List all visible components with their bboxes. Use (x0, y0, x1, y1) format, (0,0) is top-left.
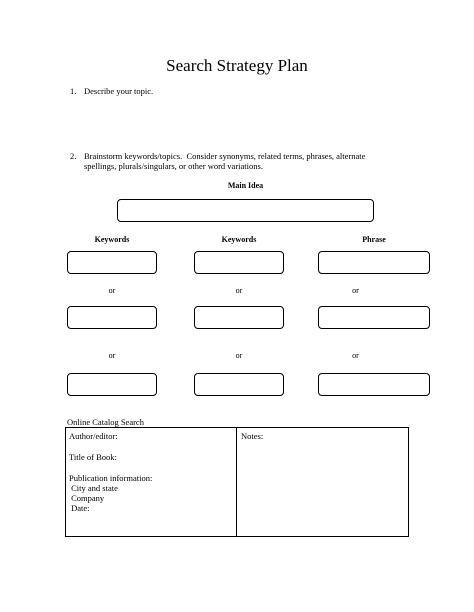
question-2-line-2: spellings, plurals/singulars, or other word variations. (84, 161, 263, 171)
author-label: Author/editor: (69, 431, 118, 441)
or-label: or (108, 286, 116, 295)
phrase-field-2[interactable] (318, 306, 430, 329)
or-label: or (235, 351, 243, 360)
catalog-table (65, 427, 409, 537)
main-idea-field[interactable] (117, 199, 374, 222)
question-1-text: Describe your topic. (84, 86, 154, 96)
column-header-phrase: Phrase (362, 235, 386, 244)
date-label: Date: (69, 503, 90, 513)
page-title: Search Strategy Plan (166, 56, 308, 75)
or-label: or (235, 286, 243, 295)
main-idea-label: Main Idea (227, 181, 264, 190)
company-label: Company (69, 493, 105, 503)
question-2-line-1: Brainstorm keywords/topics. Consider synonyms, related terms, phrases, alternate (84, 151, 366, 161)
or-label: or (352, 351, 359, 360)
keyword-1-field-1[interactable] (67, 251, 157, 274)
question-1-number: 1. (70, 86, 77, 96)
keyword-2-field-3[interactable] (194, 373, 284, 396)
keyword-1-field-2[interactable] (67, 306, 157, 329)
column-header-keywords-1: Keywords (94, 235, 130, 244)
or-label: or (108, 351, 116, 360)
phrase-field-1[interactable] (318, 251, 430, 274)
book-title-label: Title of Book: (69, 452, 117, 462)
city-label: City and state (69, 483, 118, 493)
question-2-number: 2. (70, 151, 77, 161)
keyword-1-field-3[interactable] (67, 373, 157, 396)
notes-cell[interactable] (237, 428, 408, 536)
catalog-title: Online Catalog Search (67, 417, 144, 427)
column-header-keywords-2: Keywords (221, 235, 257, 244)
keyword-2-field-1[interactable] (194, 251, 284, 274)
phrase-field-3[interactable] (318, 373, 430, 396)
catalog-info-cell[interactable] (66, 428, 237, 536)
notes-label: Notes: (241, 431, 264, 441)
keyword-2-field-2[interactable] (194, 306, 284, 329)
question-2-text (84, 151, 414, 171)
or-label: or (352, 286, 359, 295)
publication-label: Publication information: (69, 473, 153, 483)
